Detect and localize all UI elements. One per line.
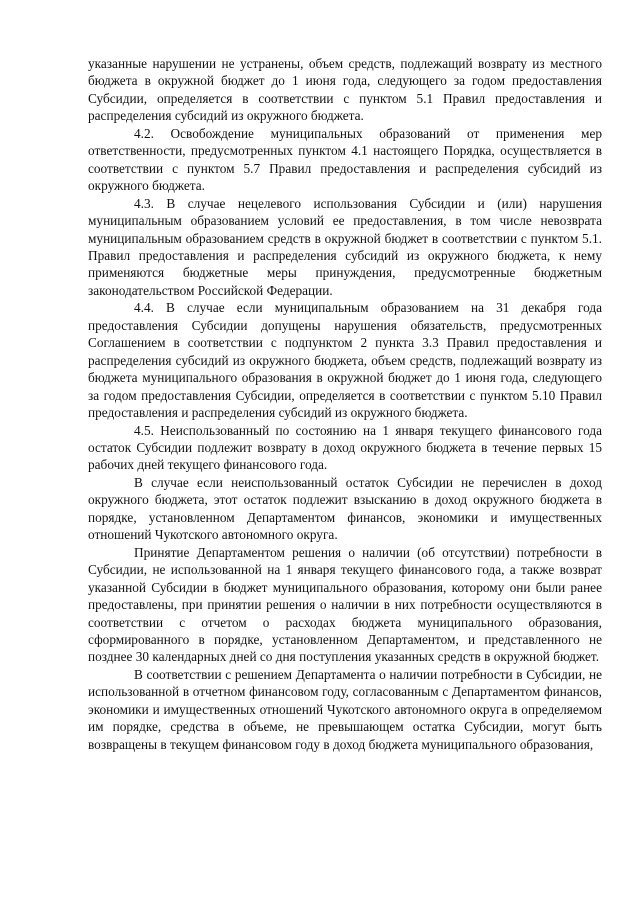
paragraph-return-of-funds: В соответствии с решением Департамента о наличии потребности в Субсидии, не использованной в отчетном финансовом году, согласованным с Департаментом финансов, экономики и имущественных отношений Чукотского автономного округа в определяемом им порядке, средства в объеме, не превышающем остатка Субсидии, могут быть возвращены в текущем финансовом году в доход бюджета муниципального образования, xyxy=(88,666,602,752)
paragraph-4-2: 4.2. Освобождение муниципальных образований от применения мер ответственности, предусмотренных пунктом 4.1 настоящего Порядка, осуществляется в соответствии с пунктом 5.7 Правил предоставления и распределения субсидий из окружного бюджета. xyxy=(88,125,602,194)
paragraph-unspent-balance: В случае если неиспользованный остаток Субсидии не перечислен в доход окружного бюджета, этот остаток подлежит взысканию в доход окружного бюджета в порядке, установленном Департаментом финансов, экономики и имущественных отношений Чукотского автономного округа. xyxy=(88,474,602,543)
paragraph-department-decision: Принятие Департаментом решения о наличии (об отсутствии) потребности в Субсидии, не использованной на 1 января текущего финансового года, а также возврат указанной Субсидии в бюджет муниципального образования, которому они были ранее предоставлены, при принятии решения о наличии в них потребности осуществляются в соответствии с отчетом о расходах бюджета муниципального образования, сформированного в порядке, установленном Департаментом, и представленного не позднее 30 календарных дней со дня поступления указанных средств в окружной бюджет. xyxy=(88,544,602,665)
paragraph-continuation: указанные нарушении не устранены, объем средств, подлежащий возврату из местного бюджета в окружной бюджет до 1 июня года, следующего за годом предоставления Субсидии, определяется в соответствии с пунктом 5.1 Правил предоставления и распределения субсидий из окружного бюджета. xyxy=(88,56,602,124)
paragraph-4-5: 4.5. Неиспользованный по состоянию на 1 января текущего финансового года остаток Субсидии подлежит возврату в доход окружного бюджета в течение первых 15 рабочих дней текущего финансового года. xyxy=(88,422,602,473)
paragraph-4-3: 4.3. В случае нецелевого использования Субсидии и (или) нарушения муниципальным образованием условий ее предоставления, в том числе невозврата муниципальным образованием средств в окружной бюджет в соответствии с пунктом 5.1. Правил предоставления и распределения субсидий из окружного бюджета, к нему применяются бюджетные меры принуждения, предусмотренные бюджетным законодательством Российской Федерации. xyxy=(88,195,602,298)
document-page xyxy=(88,55,602,753)
paragraph-4-4: 4.4. В случае если муниципальным образованием на 31 декабря года предоставления Субсидии допущены нарушения обязательств, предусмотренных Соглашением в соответствии с подпунктом 2 пункта 3.3 Правил предоставления и распределения субсидий из окружного бюджета, объем средств, подлежащий возврату из бюджета муниципального образования в окружной бюджет до 1 июня года, следующего за годом предоставления Субсидии, определяется в соответствии с пунктом 5.10 Правил предоставления и распределения субсидий из окружного бюджета. xyxy=(88,300,602,421)
